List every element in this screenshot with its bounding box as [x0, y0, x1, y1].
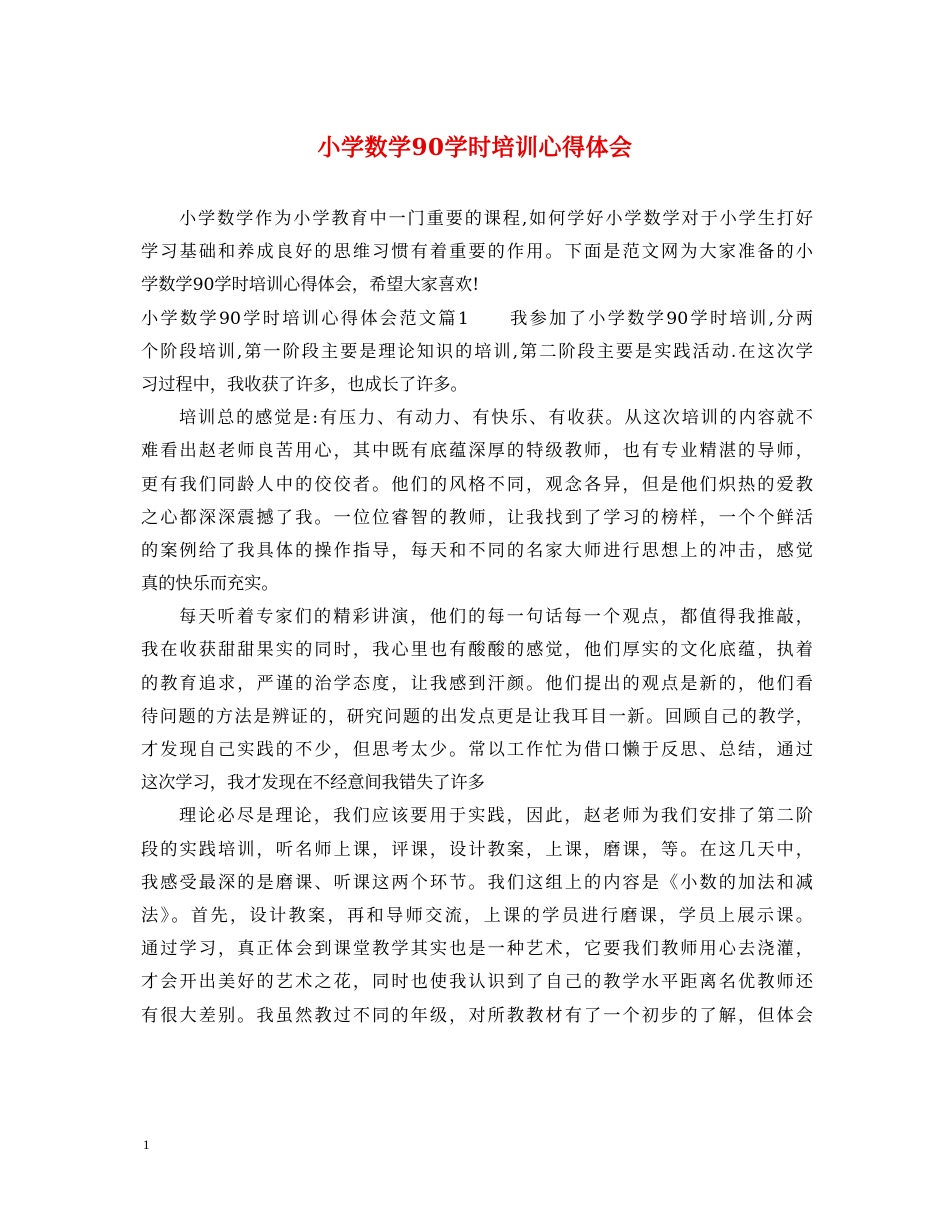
body-line: 之心都深深震撼了我。一位位睿智的教师，让我找到了学习的榜样，一个个鲜活 — [141, 507, 813, 528]
page-number: 1 — [143, 1137, 150, 1152]
body-line: 学习基础和养成良好的思维习惯有着重要的作用。下面是范文网为大家准备的小 — [141, 242, 813, 263]
body-line: 学数学90学时培训心得体会，希望大家喜欢! — [141, 275, 480, 296]
body-line: 才发现自己实践的不少，但思考太少。常以工作忙为借口懒于反思、总结，通过 — [141, 740, 813, 760]
body-line: 难看出赵老师良苦用心，其中既有底蕴深厚的特级教师，也有专业精湛的导师， — [141, 441, 813, 462]
body-line: 通过学习，真正体会到课堂教学其实也是一种艺术，它要我们教师用心去浇灌， — [141, 939, 813, 960]
body-line: 小学数学作为小学教育中一门重要的课程,如何学好小学数学对于小学生打好 — [179, 209, 813, 229]
body-line: 每天听着专家们的精彩讲演，他们的每一句话每一个观点，都值得我推敲， — [179, 607, 813, 628]
document-body — [141, 203, 813, 1033]
body-line: 这次学习，我才发现在不经意间我错失了许多 — [141, 773, 485, 794]
body-line: 的案例给了我具体的操作指导，每天和不同的名家大师进行思想上的冲击，感觉 — [141, 540, 813, 561]
body-line: 更有我们同龄人中的佼佼者。他们的风格不同，观念各异，但是他们炽热的爱教 — [141, 474, 813, 495]
body-line: 有很大差别。我虽然教过不同的年级，对所教教材有了一个初步的了解，但体会 — [141, 1005, 813, 1026]
body-line: 培训总的感觉是:有压力、有动力、有快乐、有收获。从这次培训的内容就不 — [179, 408, 813, 429]
body-line: 的教育追求，严谨的治学态度，让我感到汗颜。他们提出的观点是新的，他们看 — [141, 673, 813, 694]
body-line: 理论必尽是理论，我们应该要用于实践，因此，赵老师为我们安排了第二阶 — [179, 806, 813, 827]
body-line: 法》。首先，设计教案，再和导师交流，上课的学员进行磨课，学员上展示课。 — [141, 905, 813, 926]
body-line: 段的实践培训，听名师上课，评课，设计教案，上课，磨课，等。在这几天中， — [141, 839, 813, 860]
body-line: 真的快乐而充实。 — [141, 574, 279, 595]
body-line: 我在收获甜甜果实的同时，我心里也有酸酸的感觉，他们厚实的文化底蕴，执着 — [141, 640, 813, 661]
body-line: 待问题的方法是辨证的，研究问题的出发点更是让我耳目一新。回顾自己的教学， — [141, 706, 813, 727]
body-line: 小学数学90学时培训心得体会范文篇1 我参加了小学数学90学时培训,分两 — [141, 308, 813, 329]
body-line: 我感受最深的是磨课、听课这两个环节。我们这组上的内容是《小数的加法和减 — [141, 872, 813, 893]
body-line: 习过程中，我收获了许多，也成长了许多。 — [141, 374, 468, 395]
document-title: 小学数学90学时培训心得体会 — [317, 134, 633, 161]
body-line: 才会开出美好的艺术之花，同时也使我认识到了自己的教学水平距离名优教师还 — [141, 972, 813, 993]
body-line: 个阶段培训,第一阶段主要是理论知识的培训,第二阶段主要是实践活动.在这次学 — [141, 341, 813, 362]
